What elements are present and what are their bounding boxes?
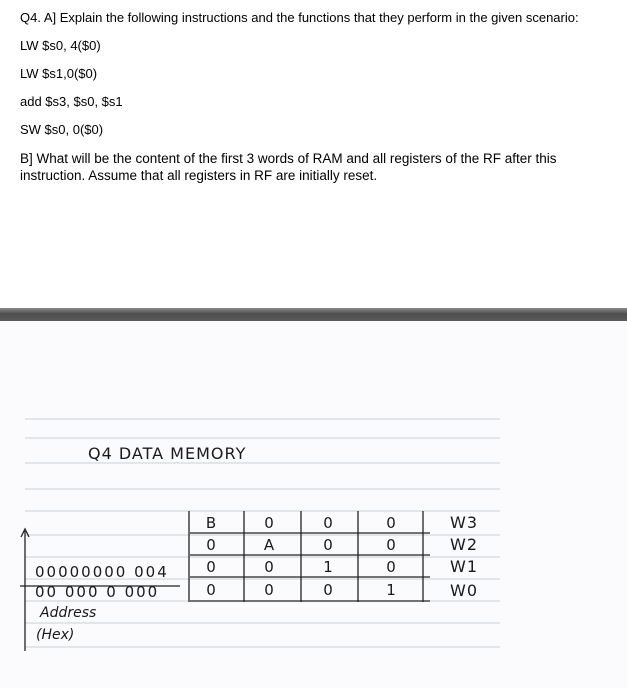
- instruction-line: add $s3, $s0, $s1: [20, 94, 123, 109]
- memory-cell: 0: [206, 558, 216, 576]
- memory-cell: 0: [206, 581, 216, 599]
- memory-cell: 0: [264, 581, 274, 599]
- question-title: Q4. A] Explain the following instructions and the functions that they perform in the given scenario:: [20, 10, 579, 25]
- memory-cell: 0: [323, 536, 333, 554]
- memory-cell: 0: [264, 514, 274, 532]
- word-label: W1: [450, 557, 478, 576]
- address-value: 00000000 004: [35, 563, 169, 581]
- memory-cell: B: [205, 514, 217, 532]
- address-value: 00 000 0 000: [35, 583, 160, 601]
- word-label: W0: [450, 581, 478, 600]
- memory-cell: A: [263, 536, 275, 554]
- instruction-line: SW $s0, 0($0): [20, 122, 104, 137]
- memory-cell: 0: [386, 536, 396, 554]
- part-b-question: B] What will be the content of the first 3 words of RAM and all registers of the RF after this instruction. Assume that all registers in RF are initially reset.: [20, 151, 557, 183]
- memory-cell: 1: [386, 581, 396, 599]
- memory-cell: 0: [386, 514, 396, 532]
- memory-heading: Q4 DATA MEMORY: [88, 444, 247, 463]
- memory-cell: 0: [264, 558, 274, 576]
- page-divider: [0, 308, 627, 321]
- notebook-lines: [0, 321, 627, 688]
- word-label: W2: [450, 535, 478, 554]
- memory-cell: 0: [323, 581, 333, 599]
- memory-cell: 0: [386, 558, 396, 576]
- handwritten-notes: [0, 321, 627, 688]
- instruction-line: LW $s0, 4($0): [20, 38, 101, 53]
- memory-cell: 0: [206, 536, 216, 554]
- instruction-line: LW $s1,0($0): [20, 66, 98, 81]
- address-label: Address: [40, 605, 97, 621]
- word-label: W3: [450, 513, 478, 532]
- memory-cell: 1: [323, 558, 333, 576]
- address-label: (Hex): [36, 627, 75, 643]
- memory-cell: 0: [323, 514, 333, 532]
